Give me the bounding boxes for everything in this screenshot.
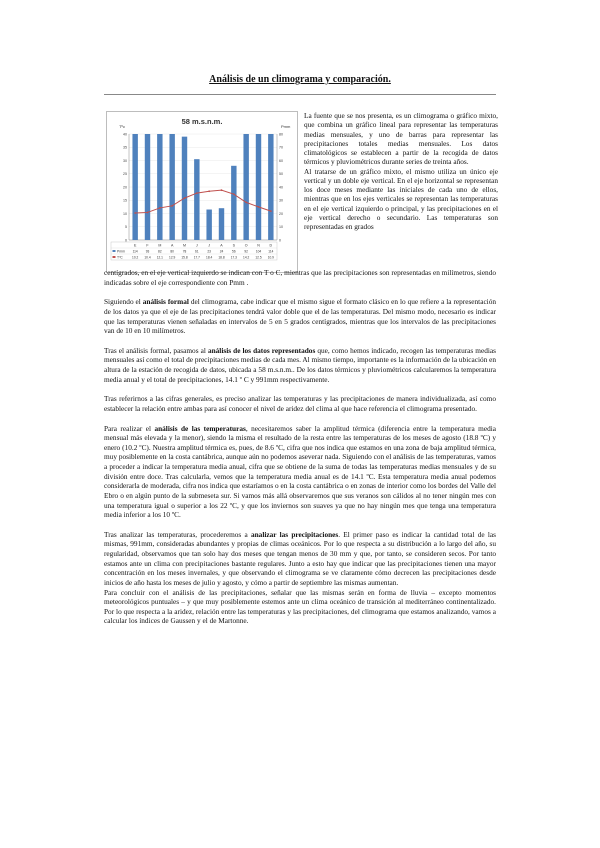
legend-label: Pmm bbox=[117, 249, 125, 254]
table-cell: 82 bbox=[158, 249, 162, 254]
right-tick-label: 60 bbox=[279, 158, 283, 163]
paragraph-3: Tras el análisis formal, pasamos al análisis de los datos representados que, como hemos indicado, recogen las temperaturas medias mensuales así como el total de precipitaciones medias de cada mes. Al mismo tiempo, importante es la información de la ubicación en altura de la estación de recogida de datos, ubicada a 58 m.s.n.m.. De los datos térmicos y pluviométricos calcularemos la temperatura media anual y el total de precipitaciones, 14.1 º C y 991mm respectivamente. bbox=[104, 345, 496, 384]
side-paragraph-1: La fuente que se nos presenta, es un climograma o gráfico mixto, que combina un gráfico lineal para representar las temperaturas medias mensuales, y uno de barras para representar las precipitaciones totales medias mensuales. Los datos climatológicos se establecen a partir de la recogida de datos térmicos y pluviométricos durante series de treinta años. bbox=[304, 111, 498, 167]
side-text bbox=[304, 111, 498, 231]
temperature-point bbox=[208, 190, 210, 192]
table-cell: 12.1 bbox=[156, 255, 163, 260]
precipitation-bar bbox=[145, 134, 150, 240]
side-paragraph-2: Al tratarse de un gráfico mixto, el mismo utiliza un único eje vertical y un doble eje vertical. En el eje horizontal se representan los doce meses mediante las iniciales de cada uno de ellos, mientras que en los ejes verticales se representan las temperaturas en el eje vertical izquierdo o principal, y las precipitaciones en el eje vertical derecho o secundario. Las temperaturas son representadas en grados bbox=[304, 166, 498, 232]
paragraph-6: Tras analizar las temperaturas, procederemos a analizar las precipitaciones. El primer paso es indicar la cantidad total de las mismas, 991mm, consideradas abundantes y propias de climas oceánicos. Por lo que respecta a su distribución a lo largo del año, su regularidad, observamos que tan solo hay dos meses que tengan menos de 30 mm y que, por tanto, se consideren secos. Por tanto estamos ante un clima con precipitaciones bastante regulares. Junto a esto hay que indicar que las precipitaciones tienen una mayor concentración en los meses invernales, y que observando el climograma se ve claramente cómo decrecen las precipitaciones desde inicios de año hasta los meses de julio y agosto, y cómo a partir de septiembre las mismas aumentan. bbox=[104, 529, 496, 587]
table-cell: 114 bbox=[268, 249, 274, 254]
table-cell: 15.8 bbox=[181, 255, 188, 260]
x-tick-label: S bbox=[232, 243, 236, 248]
precipitation-bar bbox=[182, 137, 187, 240]
x-tick-label: A bbox=[170, 243, 174, 248]
left-tick-label: 10 bbox=[123, 211, 127, 216]
precipitation-bar bbox=[132, 134, 137, 240]
temperature-point bbox=[245, 201, 247, 203]
bold-term: análisis de las temperaturas bbox=[154, 423, 246, 433]
x-tick-label: A bbox=[220, 243, 223, 248]
temperature-point bbox=[134, 212, 136, 214]
precipitation-bar bbox=[243, 134, 248, 240]
left-tick-label: 40 bbox=[123, 132, 127, 137]
table-cell: 18.8 bbox=[218, 255, 225, 260]
legend-label: TºC bbox=[117, 255, 123, 260]
bold-term: análisis formal bbox=[142, 297, 189, 307]
paragraph-4: Tras referirnos a las cifras generales, es preciso analizar las temperaturas y las precipitaciones de manera individualizada, así como establecer la relación entre ambas para así conocer el nivel de aridez del clima al que hace referencia el climograma presentado. bbox=[104, 394, 496, 413]
x-tick-label: D bbox=[269, 243, 273, 248]
left-tick-label: 0 bbox=[125, 238, 127, 243]
right-axis-label: Pmm bbox=[281, 124, 291, 129]
precipitation-bar bbox=[169, 134, 174, 240]
paragraph-5: Para realizar el análisis de las temperaturas, necesitaremos saber la amplitud térmica (diferencia entre la temperatura media mensual más elevada y la menor), siendo la misma el resultado de la resta entre las temperaturas de los meses de agosto (18.8 ºC) y enero (10.2 ºC). Nuestra amplitud térmica es, pues, de 8.6 ºC, cifra que nos indica que estamos en una zona de baja amplitud térmica, muy posiblemente en la costa cantábrica, aunque aún no podemos aseverar nada. Siguiendo con el análisis de las temperaturas, vamos a proceder a indicar la temperatura media anual, cifra que se obtiene de la suma de todas las temperaturas medias mensuales y de su división entre doce. Tras calcularla, vemos que la temperatura media anual es de 14.1 ºC. Esta temperatura media anual podemos considerarla de moderada, cifra nos indica que estaríamos o en la costa cantábrica o en zonas de interior como los bordes del Valle del Ebro o en algún punto de la submeseta sur. Si vamos más allá observaremos que sus veranos son cálidos al no tener ningún mes con una temperatura igual o superior a los 22 ºC, y que los inviernos son suaves ya que no hay ningún mes que tenga una temperatura media inferior a los 10 ºC. bbox=[104, 423, 496, 520]
left-tick-label: 15 bbox=[123, 198, 127, 203]
legend-swatch bbox=[113, 250, 116, 252]
right-tick-label: 20 bbox=[279, 211, 283, 216]
table-cell: 24 bbox=[219, 249, 224, 254]
table-cell: 93 bbox=[145, 249, 150, 254]
table-cell: 12.5 bbox=[255, 255, 262, 260]
table-cell: 92 bbox=[244, 249, 248, 254]
table-cell: 56 bbox=[232, 249, 236, 254]
precipitation-bar bbox=[157, 134, 162, 240]
left-tick-label: 20 bbox=[123, 185, 127, 190]
table-cell: 14.2 bbox=[243, 255, 250, 260]
right-tick-label: 30 bbox=[279, 198, 283, 203]
x-tick-label: J bbox=[195, 243, 198, 248]
x-tick-label: F bbox=[146, 243, 149, 248]
temperature-line bbox=[135, 190, 271, 213]
table-cell: 61 bbox=[195, 249, 199, 254]
bold-term: análisis de los datos representados bbox=[207, 345, 316, 355]
title-divider bbox=[104, 94, 496, 95]
paragraph-1: centígrados, en el eje vertical izquierdo se indican con T o C, mientras que las precipitaciones son representadas en milímetros, siendo indicadas sobre el eje correspondiente con Pmm . bbox=[104, 268, 496, 287]
temperature-point bbox=[147, 212, 149, 214]
right-tick-label: 0 bbox=[279, 238, 281, 243]
precipitation-bar bbox=[268, 134, 273, 240]
left-tick-label: 25 bbox=[123, 172, 127, 177]
climograph-figure bbox=[106, 111, 298, 273]
x-tick-label: O bbox=[244, 243, 248, 248]
x-tick-label: M bbox=[183, 243, 186, 248]
right-tick-label: 10 bbox=[279, 225, 283, 230]
x-tick-label: E bbox=[133, 243, 137, 248]
temperature-point bbox=[159, 207, 161, 209]
table-cell: 17.3 bbox=[230, 255, 237, 260]
document-title: Análisis de un climograma y comparación. bbox=[209, 74, 391, 85]
climograph-chart bbox=[107, 112, 297, 272]
x-tick-label: N bbox=[257, 243, 260, 248]
table-cell: 80 bbox=[170, 249, 174, 254]
table-cell: 10.2 bbox=[132, 255, 139, 260]
chart-title: 58 m.s.n.m. bbox=[181, 117, 223, 126]
temperature-point bbox=[233, 193, 235, 195]
table-cell: 114 bbox=[132, 249, 138, 254]
table-cell: 17.7 bbox=[193, 255, 200, 260]
right-tick-label: 50 bbox=[279, 172, 283, 177]
table-cell: 18.4 bbox=[206, 255, 213, 260]
left-tick-label: 30 bbox=[123, 158, 127, 163]
paragraph-2: Siguiendo el análisis formal del climograma, cabe indicar que el mismo sigue el formato clásico en lo que refiere a la representación de los datos ya que el eje de las precipitaciones tendrá valor doble que el de las temperaturas. Del mismo modo, necesario es indicar que las temperaturas vienen señaladas en intervalos de 5 en 5 grados centígrados, mientras que los intervalos de las precipitaciones van de 10 en 10 milímetros. bbox=[104, 297, 497, 336]
precipitation-bar bbox=[256, 134, 261, 240]
table-cell: 10.4 bbox=[144, 255, 151, 260]
table-cell: 104 bbox=[255, 249, 262, 254]
temperature-point bbox=[221, 189, 223, 191]
bold-term: analizar las precipitaciones bbox=[250, 529, 339, 539]
temperature-point bbox=[184, 197, 186, 199]
temperature-point bbox=[258, 206, 260, 208]
x-tick-label: M bbox=[158, 243, 162, 248]
temperature-point bbox=[270, 210, 272, 212]
left-tick-label: 5 bbox=[125, 225, 127, 230]
temperature-point bbox=[196, 192, 198, 194]
table-cell: 23 bbox=[207, 249, 211, 254]
legend-swatch bbox=[113, 256, 116, 258]
right-tick-label: 80 bbox=[279, 132, 283, 137]
table-cell: 12.9 bbox=[169, 255, 176, 260]
right-tick-label: 70 bbox=[279, 145, 283, 150]
body-text bbox=[104, 268, 496, 636]
precipitation-bar bbox=[219, 208, 224, 240]
precipitation-bar bbox=[206, 210, 211, 240]
right-tick-label: 40 bbox=[279, 185, 283, 190]
x-tick-label: J bbox=[208, 243, 211, 248]
table-cell: 10.9 bbox=[267, 255, 274, 260]
temperature-point bbox=[171, 205, 173, 207]
left-tick-label: 35 bbox=[123, 145, 127, 150]
left-axis-label: Tºc bbox=[119, 124, 125, 129]
paragraph-7: Para concluir con el análisis de las precipitaciones, señalar que las mismas serán en forma de lluvia – excepto momentos meteorológicos puntuales – y que muy posiblemente estemos ante un clima oceánico de transición al mediterráneo continentalizado. Por lo que respecta a la aridez, relación entre las temperaturas y las precipitaciones, del climograma que estamos analizando, vamos a calcular los índices de Gaussen y el de Martonne. bbox=[104, 587, 496, 626]
precipitation-bar bbox=[194, 159, 199, 240]
table-cell: 78 bbox=[182, 249, 187, 254]
precipitation-bar bbox=[231, 166, 236, 240]
